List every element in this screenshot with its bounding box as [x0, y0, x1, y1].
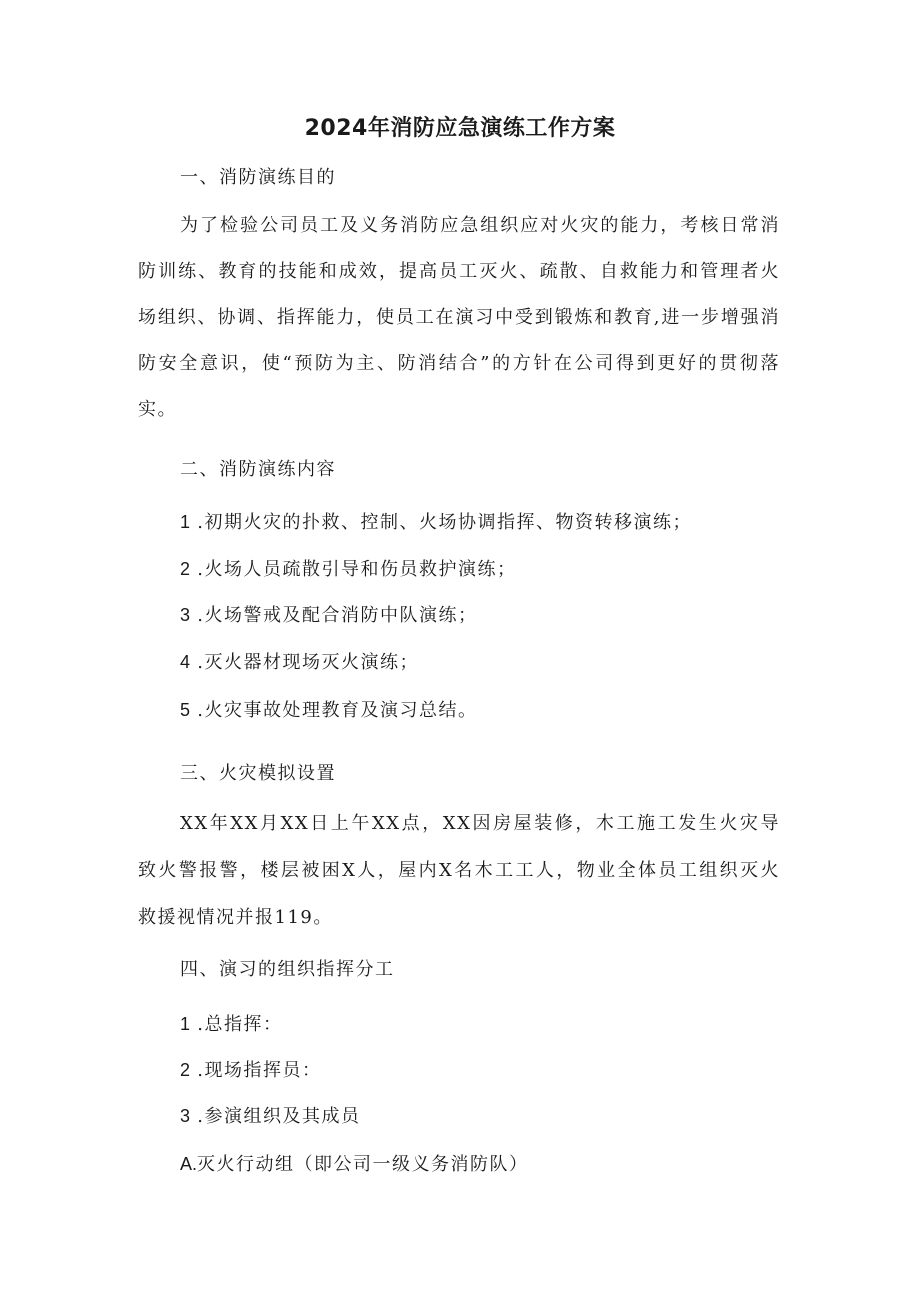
paragraph-line: 场组织、协调、指挥能力，使员工在演习中受到锻炼和教育,进一步增强消 [138, 307, 780, 328]
list-item: 2 .火场人员疏散引导和伤员救护演练； [180, 559, 517, 580]
section-heading-simulation: 三、火灾模拟设置 [180, 763, 336, 784]
list-item: 5 .火灾事故处理教育及演习总结。 [180, 700, 478, 721]
paragraph-line: 致火警报警，楼层被困X人，屋内X名木工工人，物业全体员工组织灭火 [138, 860, 780, 881]
document-title: 2024年消防应急演练工作方案 [304, 116, 616, 141]
section-heading-purpose: 一、消防演练目的 [180, 167, 336, 188]
paragraph-line: 防安全意识，使“预防为主、防消结合”的方针在公司得到更好的贯彻落 [138, 353, 780, 374]
list-item: 2 .现场指挥员： [180, 1060, 322, 1081]
list-item: 1 .总指挥： [180, 1014, 283, 1035]
list-item: 3 .参演组织及其成员 [180, 1106, 361, 1127]
paragraph-line: 为了检验公司员工及义务消防应急组织应对火灾的能力，考核日常消 [180, 215, 780, 236]
paragraph-line: 救援视情况并报119。 [138, 907, 333, 928]
section-heading-organization: 四、演习的组织指挥分工 [180, 959, 395, 980]
paragraph-line: 防训练、教育的技能和成效，提高员工灭火、疏散、自救能力和管理者火 [138, 261, 780, 282]
section-heading-content: 二、消防演练内容 [180, 459, 336, 480]
list-item: 4 .灭火器材现场灭火演练； [180, 652, 419, 673]
list-item: 1 .初期火灾的扑救、控制、火场协调指挥、物资转移演练； [180, 512, 692, 533]
list-item: 3 .火场警戒及配合消防中队演练； [180, 605, 478, 626]
paragraph-line: XX年XX月XX日上午XX点，XX因房屋装修，木工施工发生火灾导 [180, 813, 780, 834]
sub-list-item: A.灭火行动组（即公司一级义务消防队） [180, 1154, 529, 1175]
paragraph-line: 实。 [138, 399, 177, 420]
